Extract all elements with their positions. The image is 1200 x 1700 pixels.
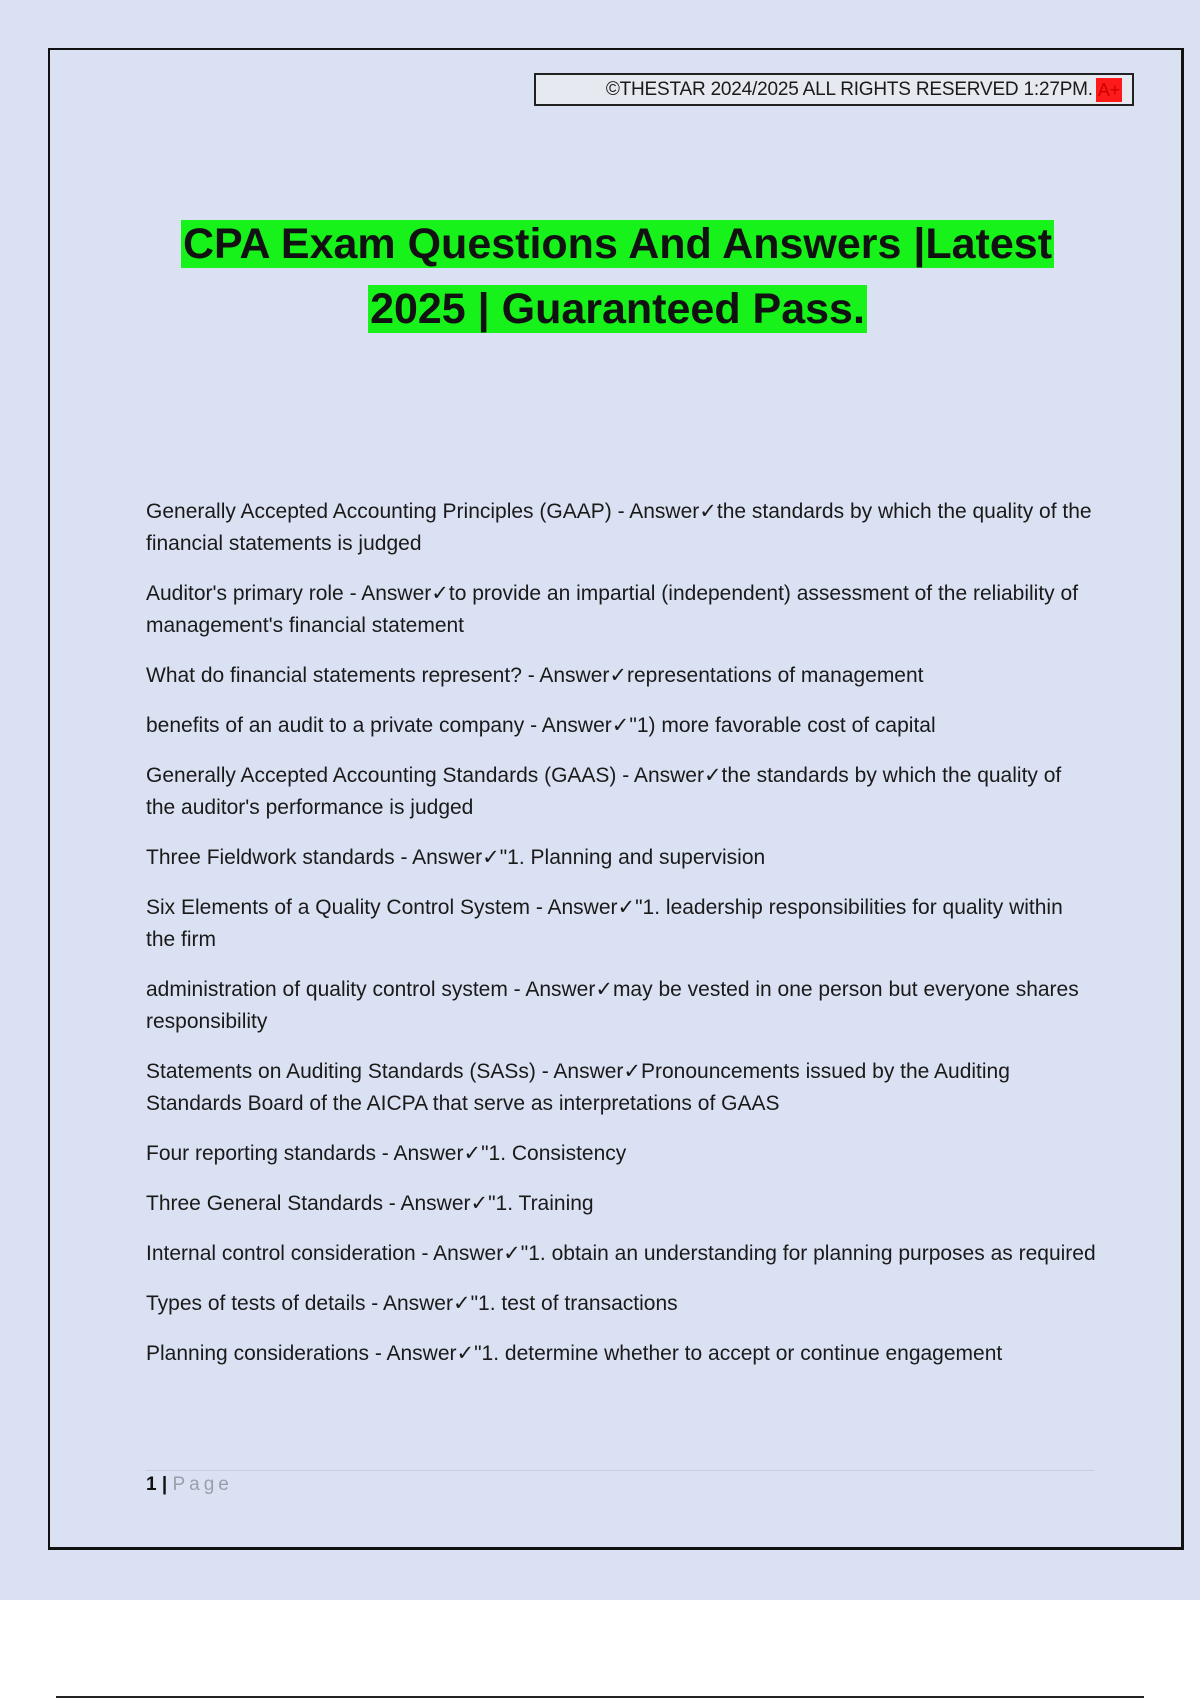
page-separator: | xyxy=(161,1474,168,1495)
qa-item: Four reporting standards - Answer✓"1. Consistency xyxy=(146,1142,627,1165)
bottom-divider xyxy=(56,1696,1144,1698)
title-line-1: CPA Exam Questions And Answers |Latest xyxy=(182,220,1053,268)
qa-item: administration of quality control system - Answer✓may be vested in one person but everyone shares responsibility xyxy=(146,978,1079,1033)
qa-item: Six Elements of a Quality Control System - Answer✓"1. leadership responsibilities for quality within the firm xyxy=(146,896,1063,951)
footer-divider xyxy=(146,1470,1094,1471)
qa-item: Internal control consideration - Answer✓"1. obtain an understanding for planning purposes as required xyxy=(146,1242,1096,1265)
qa-item: Statements on Auditing Standards (SASs) - Answer✓Pronouncements issued by the Auditing Standards Board of the AICPA that serve as interpretations of GAAS xyxy=(146,1060,1010,1115)
qa-item: Generally Accepted Accounting Principles (GAAP) - Answer✓the standards by which the quality of the financial statements is judged xyxy=(146,500,1092,555)
qa-item: Generally Accepted Accounting Standards (GAAS) - Answer✓the standards by which the quality of the auditor's performance is judged xyxy=(146,764,1062,819)
qa-item: Three General Standards - Answer✓"1. Training xyxy=(146,1192,594,1215)
grade-badge: A+ xyxy=(1097,79,1120,100)
qa-item: What do financial statements represent? - Answer✓representations of management xyxy=(146,664,924,687)
document-title xyxy=(100,212,1135,342)
qa-list xyxy=(146,496,1096,1388)
qa-item: Types of tests of details - Answer✓"1. test of transactions xyxy=(146,1292,678,1315)
page-label: Page xyxy=(172,1474,233,1495)
title-line-2: 2025 | Guaranteed Pass. xyxy=(370,285,865,333)
copyright-text: ©THESTAR 2024/2025 ALL RIGHTS RESERVED 1:27PM. xyxy=(605,78,1093,100)
qa-item: benefits of an audit to a private company - Answer✓"1) more favorable cost of capital xyxy=(146,714,936,737)
qa-item: Auditor's primary role - Answer✓to provide an impartial (independent) assessment of the reliability of management's financial statement xyxy=(146,582,1079,637)
page-footer xyxy=(146,1474,233,1496)
copyright-header xyxy=(534,73,1134,106)
qa-item: Three Fieldwork standards - Answer✓"1. Planning and supervision xyxy=(146,846,766,869)
qa-item: Planning considerations - Answer✓"1. determine whether to accept or continue engagement xyxy=(146,1342,1003,1365)
page-number: 1 xyxy=(146,1474,157,1495)
